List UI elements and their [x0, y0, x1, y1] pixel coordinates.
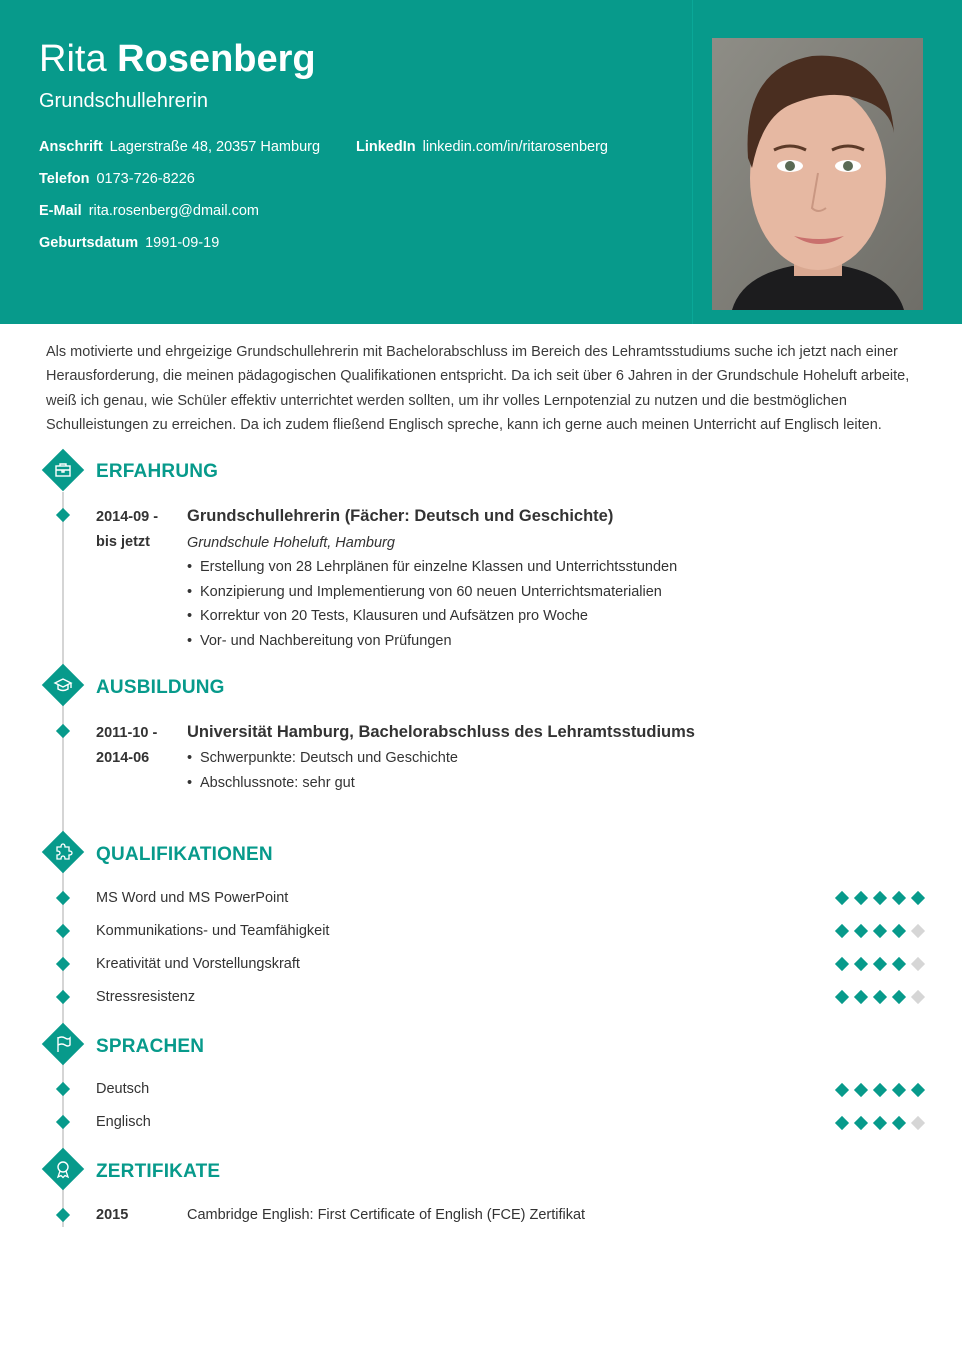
first-name: Rita	[39, 38, 107, 80]
list-item: • Erstellung von 28 Lehrplänen für einzelne Klassen und Unterrichtsstunden	[187, 555, 677, 580]
flag-icon	[42, 1023, 84, 1065]
phone-label: Telefon	[39, 171, 90, 187]
skill-rating	[836, 990, 924, 1004]
award-icon	[42, 1148, 84, 1190]
language-rating	[836, 1083, 924, 1097]
header-divider	[692, 0, 693, 324]
rating-diamond-filled	[911, 1083, 925, 1097]
contact-birthdate	[39, 235, 219, 251]
rating-diamond-filled	[854, 891, 868, 905]
skill-label: Stressresistenz	[96, 989, 196, 1005]
rating-diamond-filled	[892, 1083, 906, 1097]
timeline-dot	[56, 924, 70, 938]
education-title: Universität Hamburg, Bachelorabschluss des Lehramtsstudiums	[187, 723, 695, 741]
experience-date-end: bis jetzt	[96, 534, 150, 550]
skill-label: MS Word und MS PowerPoint	[96, 890, 289, 906]
timeline-dot	[56, 724, 70, 738]
education-bullets	[187, 746, 458, 795]
job-title: Grundschullehrerin	[39, 90, 208, 112]
timeline-dot	[56, 1082, 70, 1096]
contact-email	[39, 203, 259, 219]
rating-diamond-filled	[835, 924, 849, 938]
education-date	[96, 721, 157, 771]
rating-diamond-filled	[835, 957, 849, 971]
section-title-education: AUSBILDUNG	[96, 677, 225, 698]
header	[0, 0, 962, 324]
education-date-end: 2014-06	[96, 750, 150, 766]
rating-diamond-filled	[835, 990, 849, 1004]
experience-title: Grundschullehrerin (Fächer: Deutsch und Geschichte)	[187, 507, 614, 525]
rating-diamond-filled	[854, 1116, 868, 1130]
list-item: • Abschlussnote: sehr gut	[187, 771, 458, 796]
puzzle-icon	[42, 831, 84, 873]
rating-diamond-filled	[854, 990, 868, 1004]
timeline-dot	[56, 508, 70, 522]
rating-diamond-filled	[873, 1116, 887, 1130]
rating-diamond-filled	[835, 1083, 849, 1097]
briefcase-icon	[42, 449, 84, 491]
rating-diamond-filled	[873, 924, 887, 938]
birthdate-label: Geburtsdatum	[39, 235, 139, 251]
list-item: • Vor- und Nachbereitung von Prüfungen	[187, 629, 677, 654]
experience-employer: Grundschule Hoheluft, Hamburg	[187, 535, 395, 551]
last-name: Rosenberg	[117, 38, 316, 80]
rating-diamond-filled	[854, 1083, 868, 1097]
email-link[interactable]: rita.rosenberg@dmail.com	[88, 203, 259, 219]
rating-diamond-empty	[911, 990, 925, 1004]
timeline-dot	[56, 891, 70, 905]
profile-summary: Als motivierte und ehrgeizige Grundschullehrerin mit Bachelorabschluss im Bereich des Lehramtsstudiums suche ich jetzt nach einer Herausforderung, die meinen pädagogischen Qualifikationen entspricht. Da ich seit über 6 Jahren in der Grundschule Hoheluft arbeite, weiß ich genau, wie Schüler effektiv unterrichtet werden sollten, um ihr volles Lernpotenzial zu nutzen und die bestmöglichen Schulleistungen zu erreichen. Da ich zudem fließend Englisch spreche, kann ich gerne auch meinen Unterricht auf Englisch leiten.	[46, 344, 910, 433]
certificate-name: Cambridge English: First Certificate of English (FCE) Zertifikat	[187, 1207, 586, 1223]
rating-diamond-filled	[911, 891, 925, 905]
list-item: • Konzipierung und Implementierung von 60 neuen Unterrichtsmaterialien	[187, 580, 677, 605]
timeline-dot	[56, 957, 70, 971]
graduation-cap-icon	[42, 664, 84, 706]
timeline-dot	[56, 1208, 70, 1222]
timeline-dot	[56, 1115, 70, 1129]
section-title-experience: ERFAHRUNG	[96, 461, 219, 482]
contact-linkedin	[356, 139, 608, 155]
rating-diamond-filled	[873, 891, 887, 905]
timeline-dot	[56, 990, 70, 1004]
list-item: • Korrektur von 20 Tests, Klausuren und Aufsätzen pro Woche	[187, 604, 677, 629]
experience-bullets	[187, 555, 677, 653]
section-title-certificates: ZERTIFIKATE	[96, 1161, 221, 1182]
rating-diamond-filled	[892, 990, 906, 1004]
experience-date-start: 2014-09 -	[96, 509, 159, 525]
rating-diamond-empty	[911, 924, 925, 938]
certificate-year: 2015	[96, 1207, 129, 1223]
skill-rating	[836, 891, 924, 905]
full-name	[39, 38, 316, 81]
language-rating	[836, 1116, 924, 1130]
skill-label: Kreativität und Vorstellungskraft	[96, 956, 300, 972]
phone-value: 0173-726-8226	[96, 171, 195, 187]
rating-diamond-filled	[835, 1116, 849, 1130]
rating-diamond-filled	[854, 957, 868, 971]
rating-diamond-empty	[911, 1116, 925, 1130]
skill-label: Kommunikations- und Teamfähigkeit	[96, 923, 330, 939]
rating-diamond-filled	[873, 957, 887, 971]
education-date-start: 2011-10 -	[96, 725, 158, 741]
rating-diamond-filled	[873, 1083, 887, 1097]
rating-diamond-empty	[911, 957, 925, 971]
skill-rating	[836, 924, 924, 938]
rating-diamond-filled	[835, 891, 849, 905]
rating-diamond-filled	[892, 957, 906, 971]
address-label: Anschrift	[39, 139, 103, 155]
skill-rating	[836, 957, 924, 971]
birthdate-value: 1991-09-19	[145, 235, 220, 251]
language-label: Deutsch	[96, 1081, 150, 1097]
contact-phone	[39, 171, 195, 187]
linkedin-label: LinkedIn	[356, 139, 416, 155]
linkedin-link[interactable]: linkedin.com/in/ritarosenberg	[422, 139, 608, 155]
language-label: Englisch	[96, 1114, 151, 1130]
rating-diamond-filled	[892, 891, 906, 905]
rating-diamond-filled	[854, 924, 868, 938]
rating-diamond-filled	[873, 990, 887, 1004]
address-value: Lagerstraße 48, 20357 Hamburg	[109, 139, 321, 155]
list-item: • Schwerpunkte: Deutsch und Geschichte	[187, 746, 458, 771]
experience-date	[96, 505, 158, 555]
rating-diamond-filled	[892, 924, 906, 938]
email-label: E-Mail	[39, 203, 82, 219]
contact-address	[39, 139, 320, 155]
rating-diamond-filled	[892, 1116, 906, 1130]
profile-photo	[712, 38, 923, 310]
section-title-languages: SPRACHEN	[96, 1036, 205, 1057]
section-title-skills: QUALIFIKATIONEN	[96, 844, 273, 865]
